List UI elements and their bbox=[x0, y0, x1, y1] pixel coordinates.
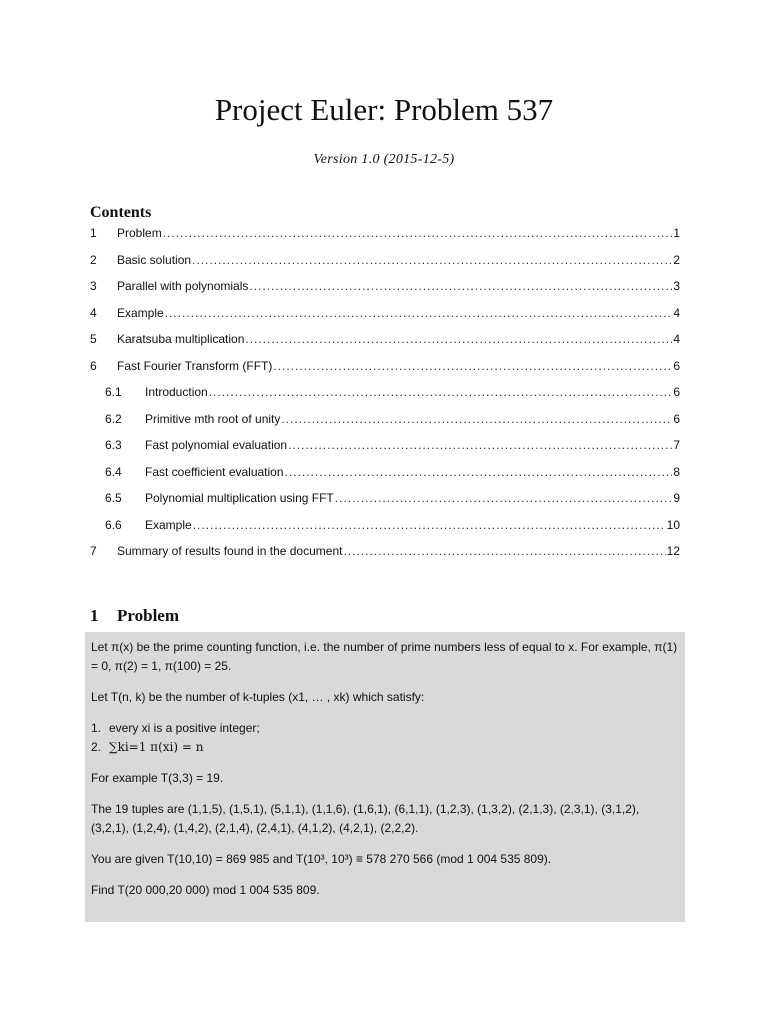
toc-entry[interactable] bbox=[90, 491, 680, 518]
toc-entry-number: 6.3 bbox=[105, 438, 122, 452]
toc-dot-leader bbox=[273, 359, 672, 373]
toc-entry-number: 6 bbox=[90, 358, 97, 373]
toc-entry[interactable] bbox=[90, 438, 680, 465]
toc-entry-page: 2 bbox=[673, 252, 680, 267]
toc-entry-label: Summary of results found in the document bbox=[117, 544, 343, 558]
toc-entry-label: Example bbox=[117, 305, 164, 320]
toc-entry-number: 6.5 bbox=[105, 491, 122, 505]
section-number: 1 bbox=[90, 606, 99, 625]
toc-entry-label: Basic solution bbox=[117, 252, 192, 267]
toc-entry-label: Fast coefficient evaluation bbox=[145, 464, 284, 479]
toc-entry-page: 4 bbox=[673, 305, 680, 320]
toc-entry-page: 1 bbox=[673, 226, 680, 240]
toc-entry[interactable] bbox=[90, 253, 680, 280]
problem-paragraph-6: Find T(20 000,20 000) mod 1 004 535 809. bbox=[91, 883, 320, 897]
contents-heading: Contents bbox=[90, 204, 152, 221]
toc-entry[interactable] bbox=[90, 544, 680, 571]
toc-entry-page: 7 bbox=[673, 438, 680, 452]
toc-entry-page: 10 bbox=[666, 517, 680, 532]
toc-dot-leader bbox=[281, 412, 672, 426]
toc-entry-label: Karatsuba multiplication bbox=[117, 332, 245, 346]
toc-entry[interactable] bbox=[90, 518, 680, 545]
toc-entry[interactable] bbox=[90, 332, 680, 359]
toc-dot-leader bbox=[165, 306, 673, 320]
toc-dot-leader bbox=[209, 385, 673, 399]
toc-dot-leader bbox=[285, 465, 673, 479]
toc-entry[interactable] bbox=[90, 279, 680, 306]
toc-entry-label: Example bbox=[145, 517, 192, 532]
problem-paragraph-2: Let T(n, k) be the number of k-tuples (x1, … , xk) which satisfy: bbox=[91, 690, 425, 704]
toc-entry[interactable] bbox=[90, 465, 680, 492]
toc-entry-number: 6.1 bbox=[105, 385, 122, 399]
toc-entry-page: 4 bbox=[673, 332, 680, 346]
toc-dot-leader bbox=[245, 332, 672, 346]
toc-entry-label: Primitive mth root of unity bbox=[145, 411, 281, 426]
toc-entry[interactable] bbox=[90, 359, 680, 386]
toc-dot-leader bbox=[343, 544, 665, 558]
toc-entry[interactable] bbox=[90, 385, 680, 412]
toc-entry-label: Polynomial multiplication using FFT bbox=[145, 491, 334, 505]
toc-entry-page: 6 bbox=[673, 358, 680, 373]
toc-entry-number: 1 bbox=[90, 226, 97, 240]
toc-entry-number: 4 bbox=[90, 305, 97, 320]
toc-dot-leader bbox=[249, 279, 672, 293]
toc-entry-number: 3 bbox=[90, 279, 97, 293]
toc-entry-page: 12 bbox=[666, 544, 680, 558]
toc-dot-leader bbox=[193, 518, 666, 532]
toc-entry[interactable] bbox=[90, 226, 680, 253]
problem-paragraph-3: For example T(3,3) = 19. bbox=[91, 771, 224, 785]
problem-paragraph-1: Let π(x) be the prime counting function, i.e. the number of prime numbers less of equal to x. For example, π(1) = 0, π(2) = 1, π(100) = 25. bbox=[91, 640, 678, 673]
toc-entry[interactable] bbox=[90, 306, 680, 333]
document-title: Project Euler: Problem 537 bbox=[214, 92, 554, 127]
section-title: Problem bbox=[117, 606, 180, 625]
toc-entry-number: 6.2 bbox=[105, 411, 122, 426]
condition-item: 2. ∑ki=1 π(xi) = n bbox=[91, 740, 204, 754]
section-heading-problem bbox=[90, 606, 179, 626]
toc-entry-number: 6.6 bbox=[105, 517, 122, 532]
toc-entry-label: Introduction bbox=[145, 385, 208, 399]
toc-entry-page: 9 bbox=[673, 491, 680, 505]
problem-paragraph-4: The 19 tuples are (1,1,5), (1,5,1), (5,1,1), (1,1,6), (1,6,1), (6,1,1), (1,2,3), (1,3,2), (2,1,3), (2,3,1), (3,1,2), (3,2,1), (1,2,4), (1,4,2), (2,1,4), (2,4,1), (4,1,2), (4,2,1), (2,2,2). bbox=[91, 802, 640, 835]
toc-entry-page: 6 bbox=[673, 385, 680, 399]
table-of-contents bbox=[90, 226, 680, 571]
toc-entry[interactable] bbox=[90, 412, 680, 439]
problem-paragraph-5: You are given T(10,10) = 869 985 and T(10³, 10³) ≡ 578 270 566 (mod 1 004 535 809). bbox=[91, 852, 552, 866]
toc-entry-page: 3 bbox=[673, 279, 680, 293]
toc-dot-leader bbox=[335, 491, 673, 505]
toc-entry-number: 2 bbox=[90, 252, 97, 267]
toc-dot-leader bbox=[192, 253, 672, 267]
toc-entry-number: 5 bbox=[90, 332, 97, 346]
toc-entry-page: 8 bbox=[673, 464, 680, 479]
toc-entry-label: Parallel with polynomials bbox=[117, 279, 249, 293]
toc-entry-number: 7 bbox=[90, 544, 97, 558]
toc-entry-label: Fast Fourier Transform (FFT) bbox=[117, 358, 273, 373]
toc-entry-label: Problem bbox=[117, 226, 162, 240]
condition-list bbox=[91, 719, 679, 757]
toc-dot-leader bbox=[288, 438, 672, 452]
toc-entry-label: Fast polynomial evaluation bbox=[145, 438, 288, 452]
toc-entry-page: 6 bbox=[673, 411, 680, 426]
toc-dot-leader bbox=[163, 226, 673, 240]
document-version: Version 1.0 (2015-12-5) bbox=[313, 152, 455, 167]
toc-entry-number: 6.4 bbox=[105, 464, 122, 479]
problem-statement-box bbox=[85, 632, 685, 922]
condition-item: 1. every xi is a positive integer; bbox=[91, 721, 260, 735]
